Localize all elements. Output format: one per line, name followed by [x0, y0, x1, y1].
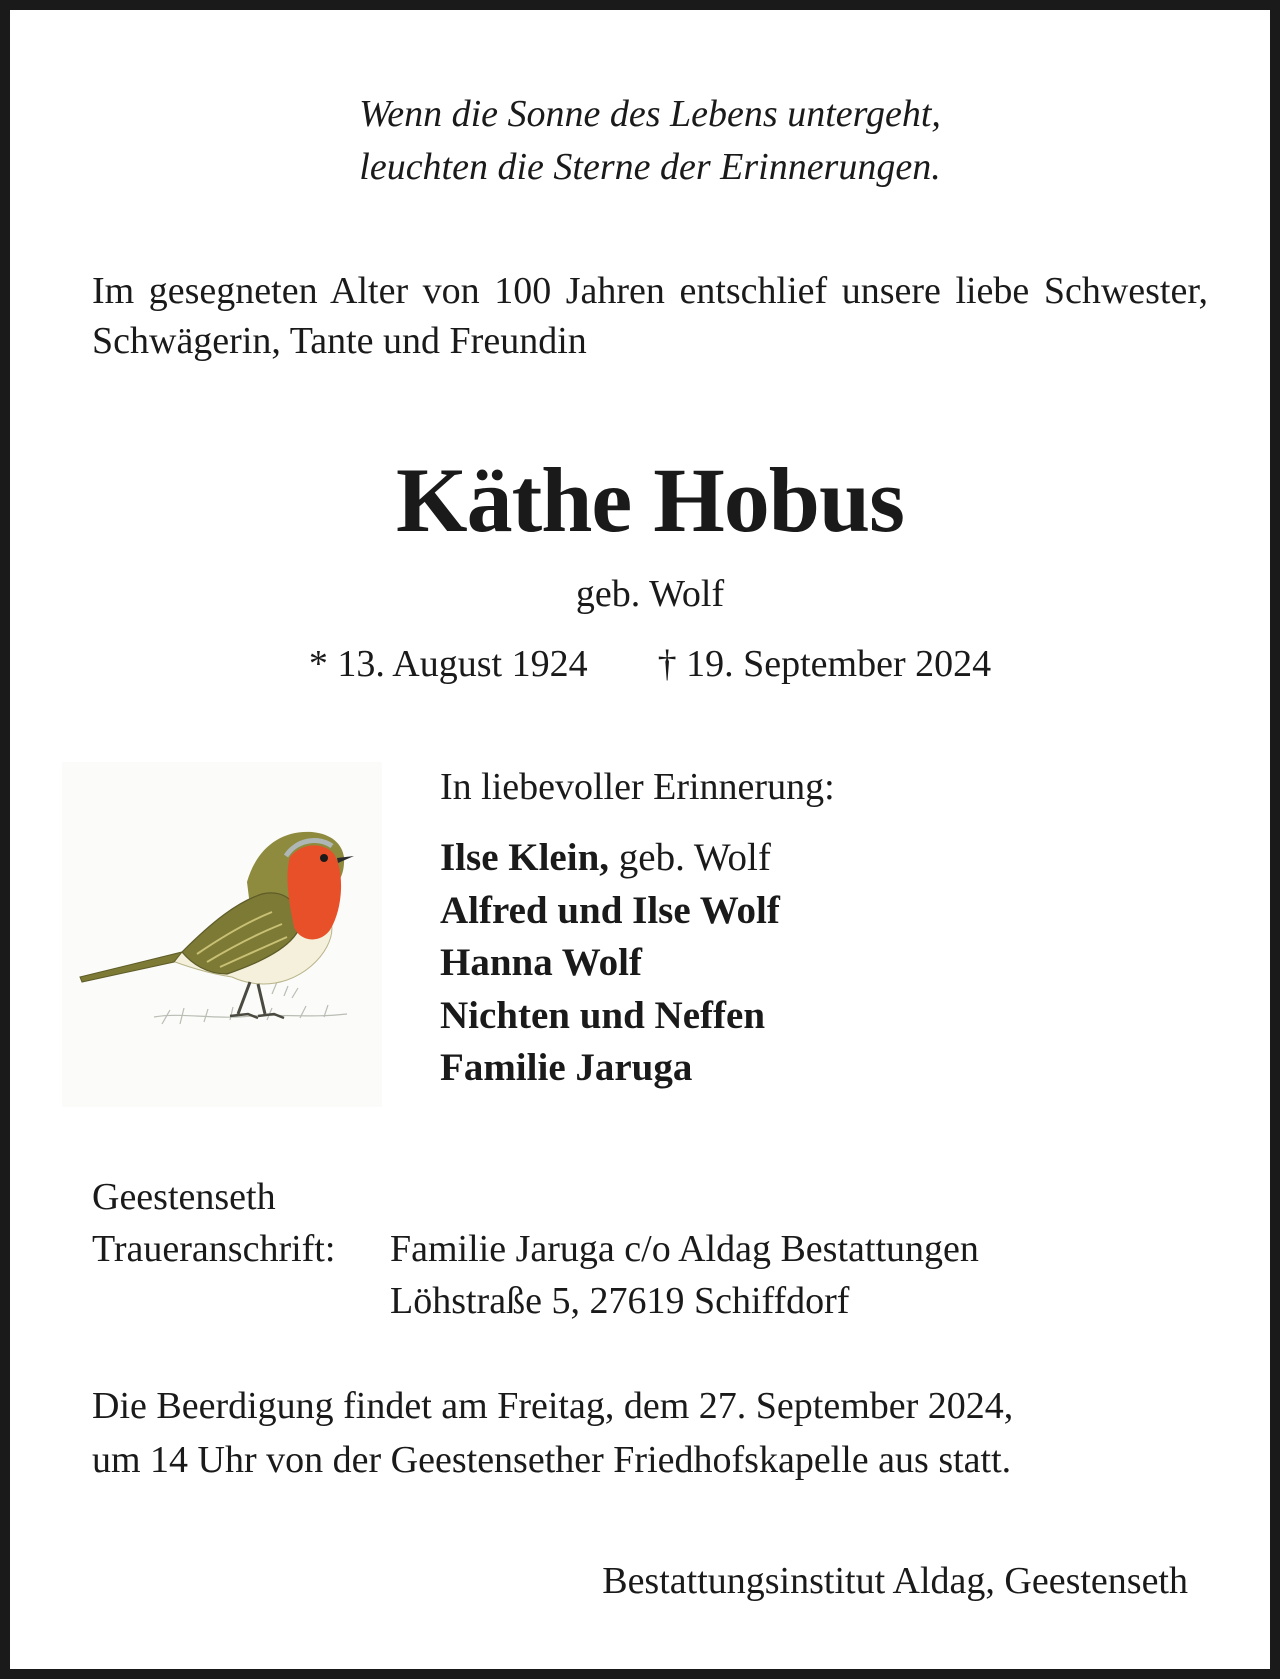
funeral-info [92, 1379, 1208, 1487]
place-name: Geestenseth [92, 1176, 276, 1218]
mourner-item: Hanna Wolf [440, 941, 642, 984]
mourner-item: Ilse Klein, geb. Wolf [440, 836, 771, 879]
quote-line-2: leuchten die Sterne der Erinnerungen. [359, 146, 941, 188]
undertaker-signature: Bestattungsinstitut Aldag, Geestenseth [602, 1560, 1188, 1602]
maiden-name: geb. Wolf [575, 573, 725, 615]
mourner-item: Familie Jaruga [440, 1046, 693, 1089]
memory-heading: In liebevoller Erinnerung: [440, 766, 835, 808]
mourners-list [440, 832, 780, 1095]
death-date: † 19. September 2024 [657, 643, 992, 685]
robin-bird-illustration [62, 762, 382, 1107]
funeral-line-2: um 14 Uhr von der Geestensether Friedhofskapelle aus statt. [92, 1439, 1012, 1481]
mourner-item: Nichten und Neffen [440, 993, 766, 1037]
funeral-line-1: Die Beerdigung findet am Freitag, dem 27. September 2024, [92, 1385, 1014, 1427]
intro-text: Im gesegneten Alter von 100 Jahren entschlief unsere liebe Schwester, Schwägerin, Tante und Freundin [92, 270, 1208, 362]
quote-line-1: Wenn die Sonne des Lebens untergeht, [359, 93, 941, 135]
address-block [92, 1171, 979, 1327]
address-line-2: Löhstraße 5, 27619 Schiffdorf [390, 1280, 850, 1322]
deceased-name: Käthe Hobus [396, 449, 904, 551]
address-line-1: Familie Jaruga c/o Aldag Bestattungen [390, 1228, 979, 1270]
address-label: Traueranschrift: [92, 1228, 336, 1270]
mourner-item: Alfred und Ilse Wolf [440, 888, 780, 932]
birth-date: * 13. August 1924 [308, 643, 588, 685]
life-dates [10, 640, 1280, 688]
